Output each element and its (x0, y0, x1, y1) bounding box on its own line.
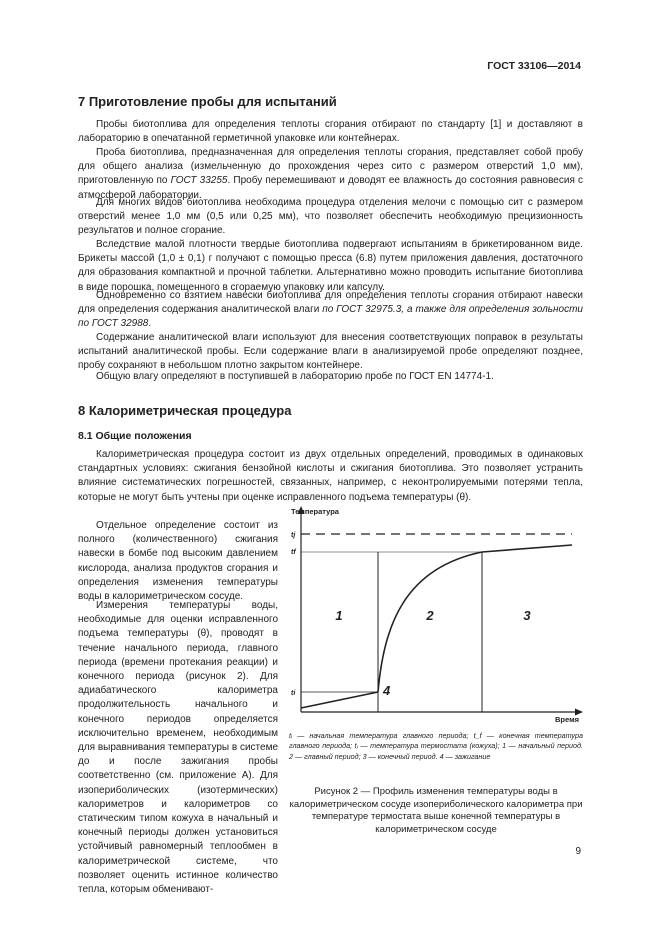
section-7-paragraph-6: Содержание аналитической влаги используют для внесения соответствующих поправок в результаты испытаний аналитической пробы. Если содержание влаги в анализируемой пробе определяют позднее, пробу сохраняют в небольшом плотно закрытом контейнере. (78, 332, 583, 372)
period-2-label: 2 (426, 608, 434, 623)
section-7-paragraph-4: Вследствие малой плотности твердые биотоплива подвергают испытаниям в брикетированном виде. Брикеты массой (1,0 ± 0,1) г получают с помощью пресса (6.8) путем приложения давления, достаточного для образования компактной и прочной таблетки. Альтернативно можно проводить испытание биотоплива в виде порошка, помещенного в сгораемую упаковку или капсулу. (78, 239, 583, 293)
section-7-paragraph-7: Общую влагу определяют в поступившей в лабораторию пробе по ГОСТ EN 14774-1. (96, 371, 494, 382)
section-7-heading: 7 Приготовление пробы для испытаний (78, 94, 337, 109)
y-axis-label: Температура (291, 507, 339, 516)
tick-label-tj: tj (291, 532, 296, 539)
section-7-paragraph-5 (78, 289, 583, 332)
temperature-profile-figure (287, 504, 583, 730)
section-8-paragraph-3: Измерения температуры воды, необходимые для оценки исправленного подъема температуры (θ), проводят в течение начального периода, главного периода (времени протекания реакции) и конечного периода (рисунок 2). Для адиабатического калориметра продолжительность начального и конечного периодов определяется исключительно временем, необходимым для выравнивания температуры в системе до и после зажигания пробы соответственно (см. приложение А). Для изопериболических (изотермических) калориметров и калориметров со статическим типом кожуха в начальный и конечный периоды должен установиться устойчивый равномерный теплообмен в калориметрической системе, что позволяет оценить истинное количество тепла, которым обменивают- (78, 600, 279, 896)
section-8-1-heading: 8.1 Общие положения (78, 430, 192, 442)
paragraph-text: Проба биотоплива, предназначенная для определения теплоты сгорания, представляет собой пробу для общего анализа (измельченную до прохождения через сито с размером отверстий 1,0 мм), приготовленную по (78, 147, 583, 187)
section-8-paragraph-2: Отдельное определение состоит из полного (количественного) сжигания навески в бомбе под высоким давлением кислорода, анализа продуктов сгорания и определения изменения температуры воды в калориметрическом сосуде. (78, 520, 278, 603)
paragraph-text: . Пробу перемешивают и доводят ее влажность до состояния равновесия с атмосферой лаборатории. (78, 175, 583, 201)
paragraph-text: Одновременно со взятием навески биотоплива для определения теплоты сгорания отбирают навески для определения содержания аналитической влаги (78, 290, 583, 316)
x-axis-label: Время (555, 715, 579, 724)
standard-reference: ГОСТ 33255 (170, 175, 228, 187)
section-7-paragraph-3: Для многих видов биотоплива необходима процедура отделения мелочи с помощью сит с размером отверстий менее 1,0 мм (0,5 или 0,25 мм), что позволяет обеспечить необходимую прецизионность результатов и полное сгорание. (78, 197, 583, 237)
final-period-curve (482, 545, 572, 552)
section-7-paragraph-2 (78, 146, 583, 203)
period-1-label: 1 (335, 608, 343, 623)
tick-label-ti: ti (291, 690, 296, 697)
period-3-label: 3 (523, 608, 531, 623)
tick-label-tf: tf (291, 549, 296, 556)
standard-header: ГОСТ 33106—2014 (487, 60, 581, 72)
section-8-paragraph-1: Калориметрическая процедура состоит из двух отдельных определений, проводимых в одинаковых стандартных условиях: сжигания бензойной кислоты и сжигания биотоплива. Это позволяет устранить влияние систематических погрешностей, связанных, например, с неконтролируемыми потерями тепла, которые не могут быть учтены при оценке исправленного подъема температуры (θ). (78, 449, 583, 503)
paragraph-text: . (148, 318, 152, 330)
page-number: 9 (575, 846, 581, 857)
ignition-label: 4 (383, 683, 391, 698)
section-8-heading: 8 Калориметрическая процедура (78, 403, 292, 418)
figure-legend: tᵢ — начальная температура главного периода; t_f — конечная температура главного периода; tⱼ — температура термостата (кожуха); 1 — начальный период. 2 — главный период; 3 — конечный период. 4 — зажигание (289, 731, 583, 761)
section-7-paragraph-1: Пробы биотоплива для определения теплоты сгорания отбирают по стандарту [1] и доставляют в лабораторию в опечатанной герметичной упаковке или контейнерах. (78, 119, 583, 145)
standard-reference: по ГОСТ 32975.3, а также для определения зольности по ГОСТ 32988 (78, 304, 583, 330)
initial-period-curve (301, 692, 378, 708)
figure-caption: Рисунок 2 — Профиль изменения температуры воды в калориметрическом сосуде изопериболического калориметра при температуре термостата выше конечной температуры в калориметрическом сосуде (289, 786, 583, 835)
